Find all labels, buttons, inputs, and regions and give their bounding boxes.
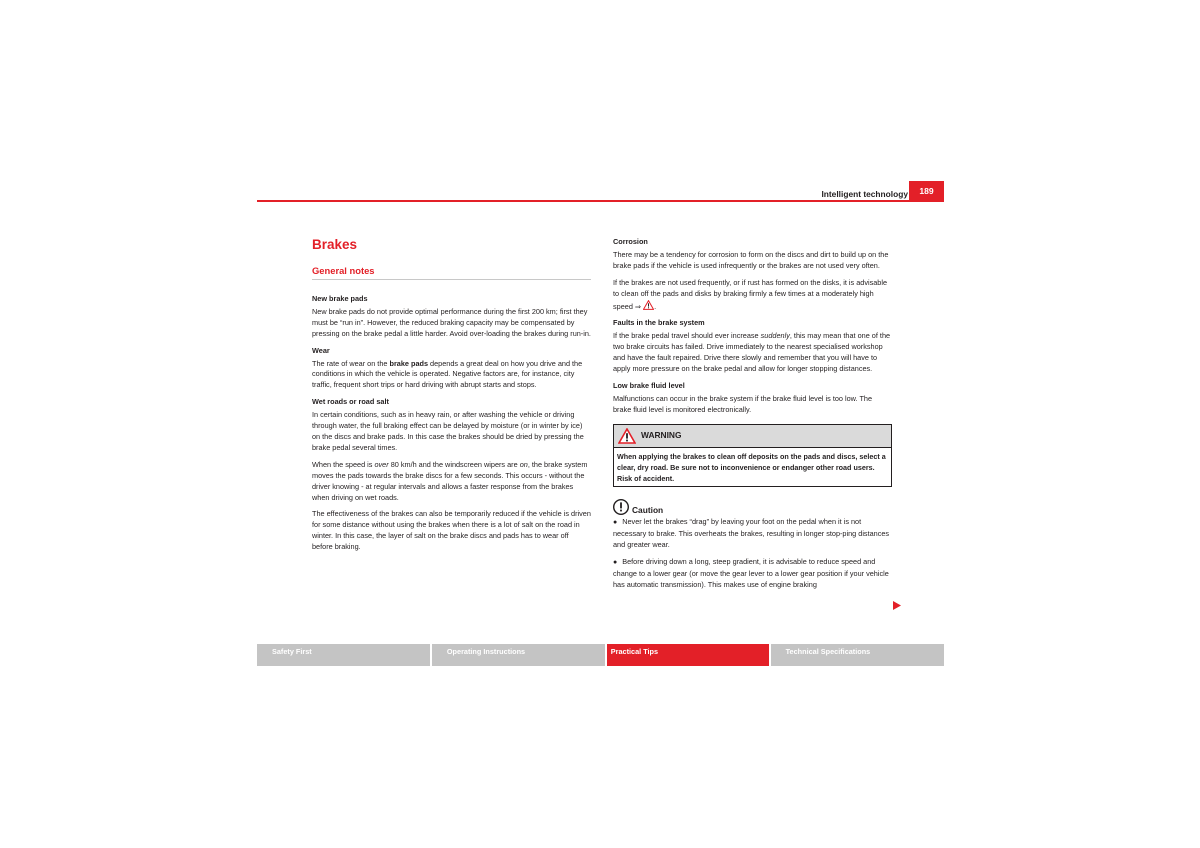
tab-safety-first[interactable]: Safety First	[257, 644, 430, 666]
wet-roads-text-3: The effectiveness of the brakes can also be temporarily reduced if the vehicle is driven for some distance without using the brakes when there is a lot of salt on the road in winter. In this case, the layer of salt on the brake discs and pads has to wear off before braking.	[312, 509, 591, 552]
footer-nav	[257, 644, 944, 666]
section-subtitle: General notes	[312, 265, 591, 280]
new-pads-heading: New brake pads	[312, 294, 368, 303]
new-pads-text: New brake pads do not provide optimal performance during the first 200 km; first they must be “run in”. However, the reduced braking capacity may be compensated by pressing on the brake pedal a little harder. Avoid over-loading the brakes during run-in.	[312, 306, 591, 338]
continue-arrow-icon[interactable]	[893, 601, 901, 610]
caution-header	[613, 499, 892, 515]
warning-header	[614, 425, 891, 448]
warning-text: When applying the brakes to clean off deposits on the pads and discs, select a clear, dry road. Be sure not to inconvenience or endanger other road users. Risk of accident.	[617, 451, 886, 483]
tab-practical-tips[interactable]: Practical Tips	[607, 644, 769, 666]
faults-text: If the brake pedal travel should ever increase suddenly, this may mean that one of the two brake circuits has failed. Drive immediately to the nearest specialised workshop and have the fault repaired. Drive there slowly and remember that you will have to apply more pressure on the brake pedal and allow for longer stopping distances.	[613, 331, 891, 374]
caution-exclamation-icon	[613, 499, 629, 515]
wear-heading: Wear	[312, 345, 330, 355]
corrosion-heading: Corrosion	[613, 237, 648, 246]
tab-technical-specifications[interactable]: Technical Specifications	[771, 644, 944, 666]
warning-triangle-icon	[618, 428, 636, 444]
caution-bullet: ● Before driving down a long, steep gradient, it is advisable to reduce speed and change to a lower gear (or move the gear lever to a lower gear position if your vehicle has automatic transmission). This makes use of engine braking	[613, 557, 889, 589]
fluid-heading: Low brake fluid level	[613, 380, 685, 390]
warning-triangle-icon[interactable]	[643, 300, 654, 310]
right-column	[613, 237, 892, 597]
page-title: Brakes	[312, 237, 358, 252]
section-title: Intelligent technology	[821, 189, 908, 199]
caution-label: Caution	[632, 505, 664, 516]
wear-text: The rate of wear on the brake pads depends a great deal on how you drive and the conditions in which the vehicle is operated. Negative factors are, for instance, city traffic, frequent short trips or hard driving with abrupt starts and stops.	[312, 358, 583, 390]
warning-box	[613, 424, 892, 488]
warning-label: WARNING	[641, 430, 682, 441]
fluid-text: Malfunctions can occur in the brake system if the brake fluid level is too low. The brake fluid level is monitored electronically.	[613, 393, 873, 414]
header-rule	[257, 200, 944, 202]
page-number: 189	[909, 181, 944, 201]
tab-operating-instructions[interactable]: Operating Instructions	[432, 644, 605, 666]
left-column	[312, 236, 591, 559]
wet-roads-text-1: In certain conditions, such as in heavy rain, or after washing the vehicle or driving through water, the full braking effect can be delayed by moisture (or in winter by ice) on the discs and brake pads. In this case the brakes should be dried by pressing the brake pedal several times.	[312, 410, 584, 452]
wet-roads-heading: Wet roads or road salt	[312, 397, 389, 407]
corrosion-text-1: There may be a tendency for corrosion to form on the discs and dirt to build up on the brake pads if the vehicle is used infrequently or the brakes are not used very often.	[613, 249, 889, 270]
caution-bullet: ● Never let the brakes “drag” by leaving your foot on the pedal when it is not necessary to brake. This overheats the brakes, resulting in longer stop-ping distances and greater wear.	[613, 517, 890, 550]
wet-roads-text-2: When the speed is over 80 km/h and the windscreen wipers are on, the brake system moves the pads towards the brake discs for a few seconds. This occurs - without the driver knowing - at regular intervals and allows a faster response from the brakes when driving on wet roads.	[312, 459, 588, 502]
faults-heading: Faults in the brake system	[613, 318, 705, 328]
corrosion-text-2: If the brakes are not used frequently, or if rust has formed on the disks, it is advisable to clean off the pads and disks by braking firmly a few times at a moderately high speed ⇒ .	[613, 277, 888, 311]
